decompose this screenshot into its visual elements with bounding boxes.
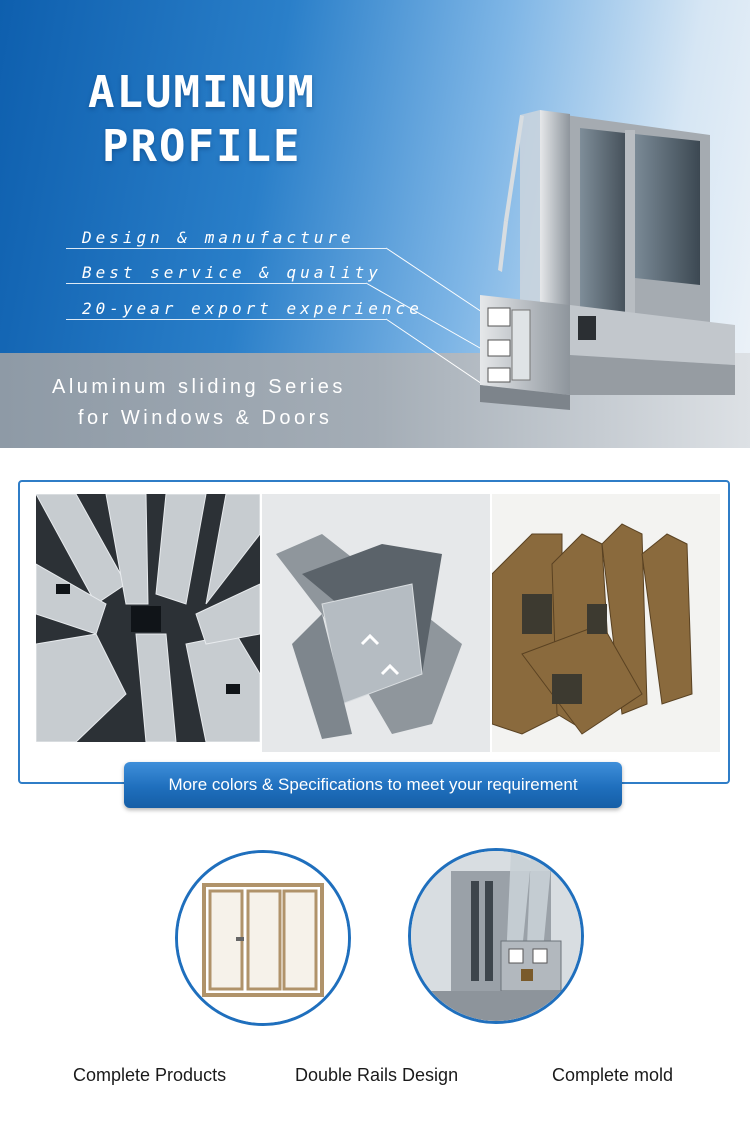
feature-1: Design & manufacture bbox=[82, 228, 355, 247]
feature-3: 20-year export experience bbox=[82, 299, 423, 318]
series-description bbox=[52, 372, 346, 434]
sliding-window-profile-illustration bbox=[460, 110, 750, 430]
series-line2: for Windows & Doors bbox=[78, 407, 333, 429]
bronze-profile-photo bbox=[492, 494, 720, 752]
hero-title-line2: PROFILE bbox=[102, 121, 302, 172]
complete-products-circle bbox=[175, 850, 351, 1026]
hero-banner bbox=[0, 0, 750, 448]
silver-profile-photo bbox=[262, 494, 490, 752]
label-complete-mold: Complete mold bbox=[552, 1065, 674, 1085]
hero-title-line1: ALUMINUM bbox=[88, 67, 316, 118]
feature-2: Best service & quality bbox=[82, 263, 382, 282]
aluminum-profile-bundle-photo bbox=[36, 494, 260, 742]
double-rails-circle bbox=[408, 848, 584, 1024]
label-complete-products: Complete Products bbox=[73, 1065, 227, 1085]
series-line1: Aluminum sliding Series bbox=[52, 376, 346, 398]
colors-spec-caption: More colors & Specifications to meet your requirement bbox=[124, 762, 622, 808]
label-double-rails: Double Rails Design bbox=[295, 1065, 459, 1085]
profile-photo-panel bbox=[18, 480, 730, 784]
